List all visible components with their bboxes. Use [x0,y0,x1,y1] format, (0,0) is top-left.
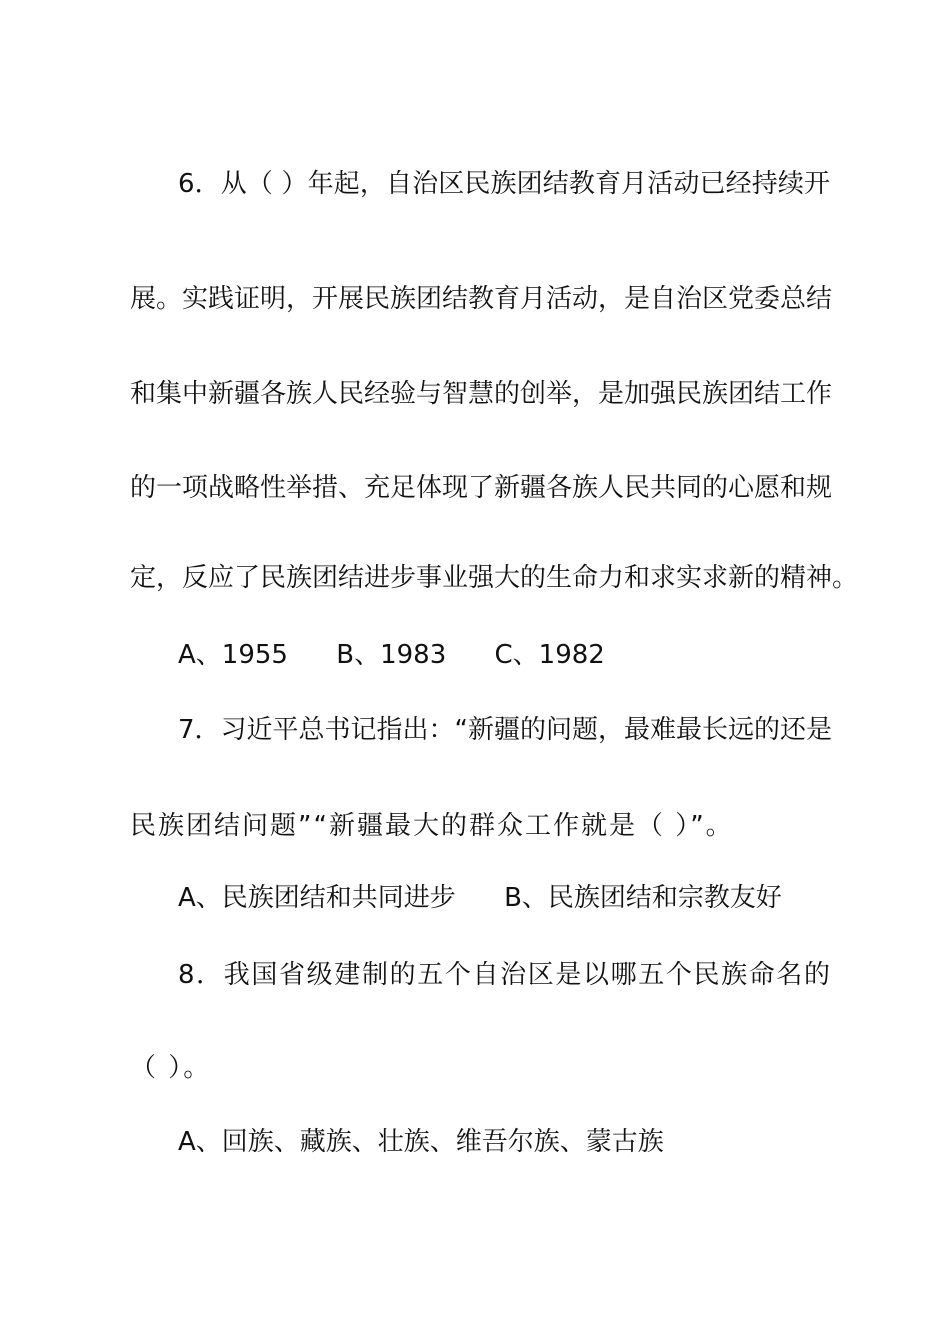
q7-option-b: B、民族团结和宗教友好 [504,883,782,913]
q8-line-2: （ ）。 [130,1053,212,1083]
q6-line-5: 定，反应了民族团结进步事业强大的生命力和求实求新的精神。 [130,563,859,593]
q6-line-2: 展。实践证明，开展民族团结教育月活动，是自治区党委总结 [130,284,833,314]
q6-line-1: 6．从（ ）年起，自治区民族团结教育月活动已经持续开 [178,169,830,199]
q6-option-c: C、1982 [494,640,605,670]
q7-line-2: 民族团结问题”“新疆最大的群众工作就是（ ）”。 [130,811,734,841]
q7-option-a: A、民族团结和共同进步 [178,883,456,913]
q6-line-3: 和集中新疆各族人民经验与智慧的创举，是加强民族团结工作 [130,379,833,409]
q8-options [178,1124,704,1160]
q6-option-a: A、1955 [178,640,288,670]
q7-options [178,880,822,916]
q6-option-b: B、1983 [336,640,447,670]
q6-line-4: 的一项战略性举措、充足体现了新疆各族人民共同的心愿和规 [130,473,833,503]
q6-options [178,637,645,673]
q7-line-1: 7．习近平总书记指出：“新疆的问题，最难最长远的还是 [178,715,833,745]
q8-option-a: A、回族、藏族、壮族、维吾尔族、蒙古族 [178,1127,664,1157]
q8-line-1: 8．我国省级建制的五个自治区是以哪五个民族命名的 [178,960,830,990]
